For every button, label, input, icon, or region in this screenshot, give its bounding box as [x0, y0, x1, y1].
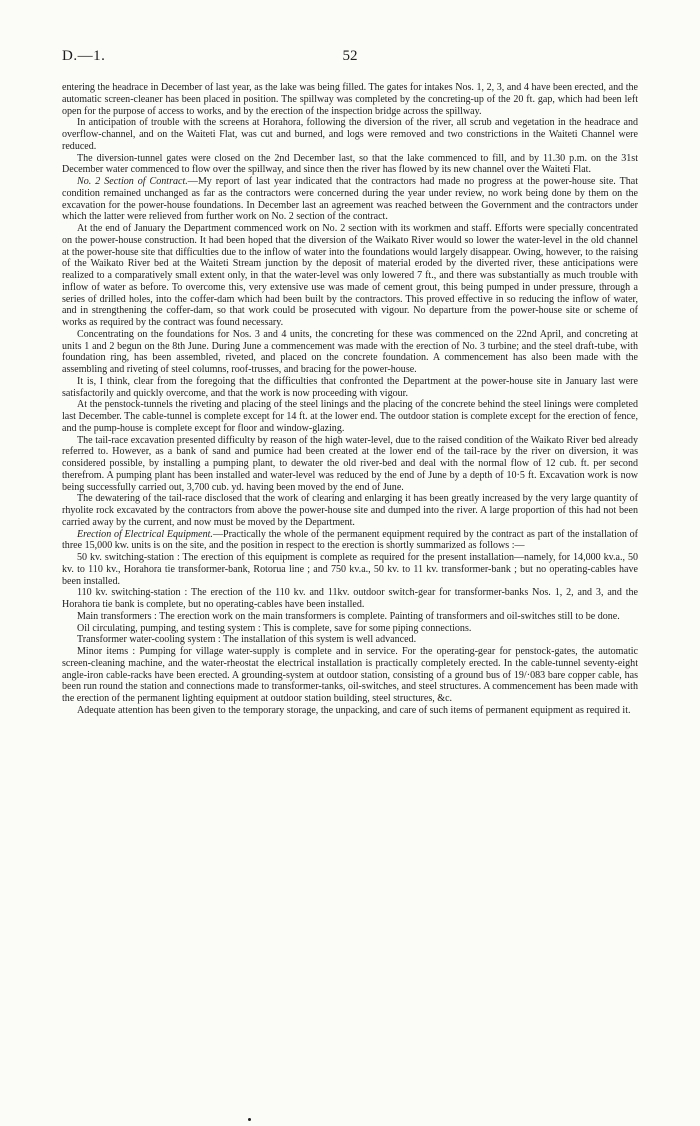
paragraph-text: In anticipation of trouble with the screens at Horahora, following the diversion of the river, all scrub and vegetation in the headrace and overflow-channel, and on the Waiteti Flat, was cut and burned, and logs were removed and two constrictions in the Waiteti Channel were reduced.: [62, 117, 638, 152]
section-heading: Erection of Electrical Equipment.: [77, 528, 213, 540]
paragraph: [62, 587, 638, 611]
paragraph: [62, 82, 638, 117]
paragraph: [62, 399, 638, 434]
paragraph-text: The dewatering of the tail-race disclosed that the work of clearing and enlarging it has been greatly increased by the very large quantity of rhyolite rock excavated by the contractors from above the power-house site and dumped into the river. A large proportion of this had not been carried away by the current, and now must be moved by the Department.: [62, 493, 638, 528]
paragraph-text: 50 kv. switching-station : The erection of this equipment is complete as required for the present installation—namely, for 14,000 kv.a., 50 kv. to 110 kv., Horahora tie transformer-bank, Rotorua line ; and 750 kv.a., 50 kv. to 11 kv. transformer-bank ; but no operating-cables have been installed.: [62, 552, 638, 587]
paragraph: [62, 705, 638, 717]
footer-mark: [248, 1118, 251, 1121]
paragraph-text: —Practically the whole of the permanent equipment required by the contract as part of the installation of three 15,000 kw. units is on the site, and the position in respect to the erection is shortly summarized as follows :—: [62, 528, 638, 552]
paragraph-text: At the end of January the Department commenced work on No. 2 section with its workmen and staff. Efforts were specially concentrated on the power-house construction. It had been hoped that the diversion of the Waikato River would so lower the water-level in the old channel at the power-house site that difficulties due to the inflow of water into the foundations would largely disappear. Owing, however, to the raising of the Waikato River bed at the Waiteti Stream junction by the deposit of material eroded by the diverted river, these anticipations were realized to a comparatively small extent only, in that the water-level was only lowered 7 ft., and there was substantially as much trouble with inflow of water as before. To overcome this, very extensive use was made of cement grout, this being pumped in under pressure, through a series of drilled holes, into the coffer-dam which had been built by the contractors. This proved effective in so reducing the inflow of water, and in strengthening the coffer-dam, so that work could be prosecuted with vigour. No departure from the power-house site or scheme of works as required by the contract was found necessary.: [62, 223, 638, 328]
paragraph-text: Main transformers : The erection work on the main transformers is complete. Painting of transformers and oil-switches still to be done.: [77, 610, 620, 622]
paragraph-text: The diversion-tunnel gates were closed on the 2nd December last, so that the lake commenced to fill, and by 11.30 p.m. on the 31st December water commenced to flow over the spillway, and since then the river has flowed by its new channel over the Waiteti Flat.: [62, 152, 638, 176]
paragraph: [62, 646, 638, 705]
paragraph: [62, 611, 638, 623]
paragraph-text: —My report of last year indicated that the contractors had made no progress at the power-house site. That condition remained unchanged as far as the contractors were concerned during the year under review, no work being done by them on the excavation for the power-house foundations. In December last an agreement was reached between the Government and the contractors under which the latter were relieved from further work on No. 2 section of the contract.: [62, 176, 638, 223]
page-header: [62, 48, 638, 70]
paragraph: [62, 376, 638, 400]
paragraph-text: entering the headrace in December of last year, as the lake was being filled. The gates for intakes Nos. 1, 2, 3, and 4 have been erected, and the automatic screen-cleaner has been placed in position. The spillway was completed by the concreting-up of the 20 ft. gap, which had been left open for the purpose of access to works, and by the erection of the inspection bridge across the spillway.: [62, 82, 638, 117]
paragraph-text: Transformer water-cooling system : The installation of this system is well advanced.: [77, 634, 417, 646]
paragraph-text: Concentrating on the foundations for Nos. 3 and 4 units, the concreting for these was commenced on the 22nd April, and concreting at units 1 and 2 begun on the 8th June. During June a commencement was made with the erection of No. 3 turbine; and the steel draft-tube, with foundation ring, has been assembled, riveted, and placed on the concrete foundation. A commencement has also been made with the assembling and riveting of steel columns, roof-trusses, and bracing for the power-house.: [62, 328, 638, 375]
paragraph: [62, 634, 638, 646]
page-number: 52: [342, 48, 358, 64]
paragraph: [62, 223, 638, 329]
paragraph-text: 110 kv. switching-station : The erection of the 110 kv. and 11kv. outdoor switch-gear for transformer-banks Nos. 1, 2, and 3, and the Horahora tie bank is complete, but no operating-cables have been installed.: [62, 587, 638, 610]
paragraph-text: Adequate attention has been given to the temporary storage, the unpacking, and care of such items of permanent equipment as required it.: [77, 704, 631, 716]
paragraph: [62, 176, 638, 223]
paragraph-text: It is, I think, clear from the foregoing that the difficulties that confronted the Department at the power-house site in January last were satisfactorily and quickly overcome, and that the work is now proceeding with vigour.: [62, 375, 638, 399]
paragraph: [62, 153, 638, 177]
paragraph-text: The tail-race excavation presented difficulty by reason of the high water-level, due to the raised condition of the Waikato River bed already referred to. However, as a bank of sand and pumice had been created at the lower end of the tail-race by the river on diversion, it was considered possible, by installing a pumping plant, to dewater the old river-bed and deal with the normal flow of 12 cub. ft. per second therefrom. A pumping plant has been installed and water-level was reduced by the end of June by a depth of 10·5 ft. Excavation work is now being successfully carried out, 3,700 cub. yd. having been moved by the end of June.: [62, 434, 638, 493]
paragraph: [62, 623, 638, 635]
paragraph-text: At the penstock-tunnels the riveting and placing of the steel linings and the placing of the concrete behind the steel linings were completed last December. The cable-tunnel is complete except for 14 ft. at the lower end. The outdoor station is complete except for the erection of fence, and the pump-house is complete except for floor and window-glazing.: [62, 399, 638, 434]
paragraph-text: Oil circulating, pumping, and testing system : This is complete, save for some piping connections.: [77, 622, 472, 634]
paragraph: [62, 552, 638, 587]
paragraph: [62, 435, 638, 494]
section-heading: No. 2 Section of Contract.: [77, 176, 188, 187]
body-text: [62, 82, 638, 717]
paragraph: [62, 493, 638, 528]
paragraph: [62, 529, 638, 553]
paragraph-text: Minor items : Pumping for village water-supply is complete and in service. For the operating-gear for penstock-gates, the automatic screen-cleaning machine, and the water-rheostat the electrical installation is practically completely erected. In the cable-tunnel seventy-eight angle-iron cable-racks have been erected. A grounding-system at outdoor station, consisting of a ground bus of 19/·083 bare copper cable, has been run round the station and connections made to transformer-tanks, oil-switches, and steel structures. A commencement has been made with the erection of the permanent lighting equipment at outdoor station building, steel structures, &c.: [62, 646, 638, 704]
paragraph: [62, 117, 638, 152]
document-reference: D.—1.: [62, 48, 106, 64]
paragraph: [62, 329, 638, 376]
